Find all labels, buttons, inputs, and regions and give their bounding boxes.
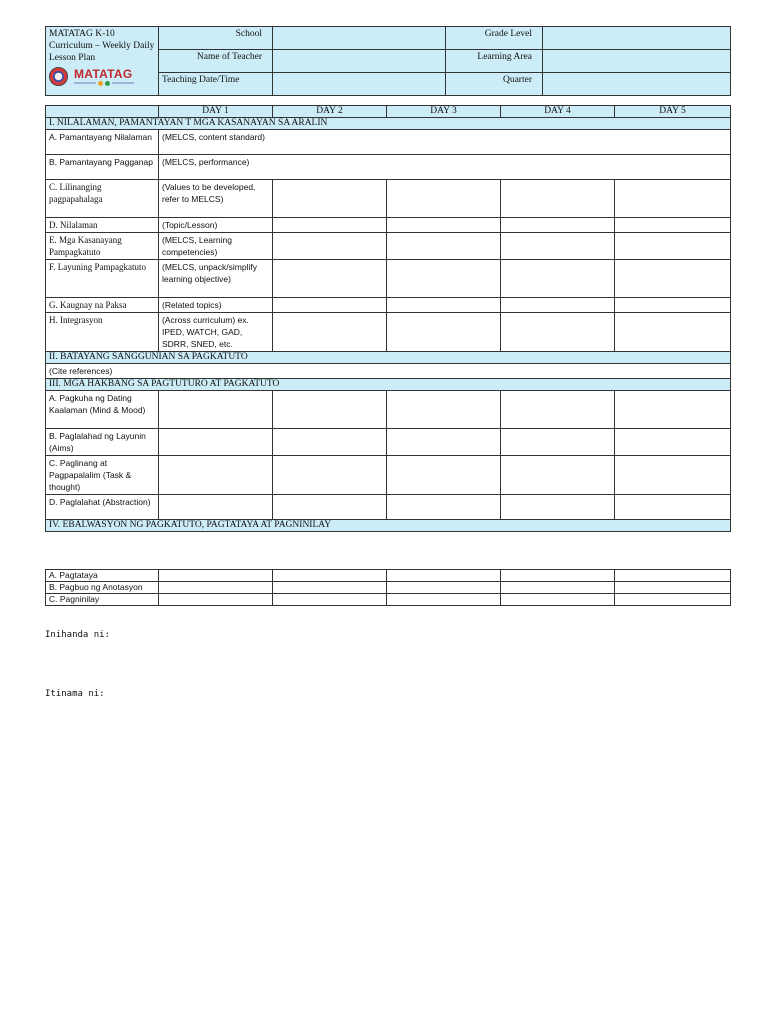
day-cell[interactable] <box>159 456 273 495</box>
learning-area-label: Learning Area <box>446 50 543 73</box>
teacher-field[interactable] <box>273 50 446 73</box>
row-label: C. Lilinanging pagpapahalaga <box>46 180 159 218</box>
row-label: F. Layuning Pampagkatuto <box>46 260 159 298</box>
grade-level-field[interactable] <box>543 27 731 50</box>
grade-level-label: Grade Level <box>446 27 543 50</box>
teaching-date-field[interactable] <box>273 73 446 96</box>
day-cell[interactable] <box>273 594 387 606</box>
day-cell[interactable] <box>615 594 731 606</box>
table-row <box>46 364 731 379</box>
row-label: C. Paglinang at Pagpapalalim (Task & thought) <box>46 456 159 495</box>
day-cell[interactable] <box>501 218 615 233</box>
day-cell[interactable] <box>387 313 501 352</box>
row-label: B. Paglalahad ng Layunin (Aims) <box>46 429 159 456</box>
header-table <box>45 26 731 96</box>
day-cell[interactable] <box>387 456 501 495</box>
table-row <box>46 130 731 155</box>
day-header: DAY 1 <box>159 106 273 118</box>
lesson-plan-table <box>45 105 731 532</box>
day-header: DAY 4 <box>501 106 615 118</box>
day-header: DAY 3 <box>387 106 501 118</box>
day-cell[interactable] <box>615 391 731 429</box>
section-header: IV. EBALWASYON NG PAGKATUTO, PAGTATAYA AT PAGNINILAY <box>46 520 731 532</box>
day-cell[interactable] <box>501 260 615 298</box>
day-cell[interactable] <box>273 429 387 456</box>
row-label: A. Pamantayang Nilalaman <box>46 130 159 155</box>
day-cell[interactable] <box>273 260 387 298</box>
day-header-row <box>46 106 731 118</box>
row-note[interactable]: (MELCS, unpack/simplify learning objective) <box>159 260 273 298</box>
quarter-label: Quarter <box>446 73 543 96</box>
day-cell[interactable] <box>387 180 501 218</box>
plan-title: MATATAG K-10 Curriculum – Weekly Daily Lesson Plan <box>49 29 155 63</box>
day-cell[interactable] <box>387 391 501 429</box>
references-note[interactable]: (Cite references) <box>46 364 731 379</box>
row-label: H. Integrasyon <box>46 313 159 352</box>
row-label: G. Kaugnay na Paksa <box>46 298 159 313</box>
day-cell[interactable] <box>273 313 387 352</box>
day-cell[interactable] <box>387 570 501 582</box>
day-cell[interactable] <box>273 218 387 233</box>
day-cell[interactable] <box>615 456 731 495</box>
school-label: School <box>159 27 273 50</box>
row-label: A. Pagtataya <box>46 570 159 582</box>
row-note[interactable]: (MELCS, performance) <box>159 155 731 180</box>
day-cell[interactable] <box>501 570 615 582</box>
logo-text: MATATAG <box>74 66 133 81</box>
table-row <box>46 570 731 582</box>
row-note[interactable]: (Related topics) <box>159 298 273 313</box>
day-cell[interactable] <box>387 218 501 233</box>
day-cell[interactable] <box>387 582 501 594</box>
day-cell[interactable] <box>387 594 501 606</box>
matatag-logo <box>49 67 155 86</box>
day-cell[interactable] <box>159 429 273 456</box>
day-cell[interactable] <box>159 391 273 429</box>
day-cell[interactable] <box>273 180 387 218</box>
day-cell[interactable] <box>273 582 387 594</box>
day-cell[interactable] <box>615 495 731 520</box>
day-cell[interactable] <box>501 313 615 352</box>
day-cell[interactable] <box>501 594 615 606</box>
table-row <box>46 594 731 606</box>
row-label: E. Mga Kasanayang Pampagkatuto <box>46 233 159 260</box>
day-cell[interactable] <box>501 298 615 313</box>
day-cell[interactable] <box>159 594 273 606</box>
table-row <box>46 582 731 594</box>
prepared-by-label: Inihanda ni: <box>45 630 111 640</box>
table-row <box>46 495 731 520</box>
day-cell[interactable] <box>615 570 731 582</box>
day-cell[interactable] <box>615 218 731 233</box>
table-row <box>46 218 731 233</box>
day-cell[interactable] <box>501 233 615 260</box>
day-cell[interactable] <box>615 180 731 218</box>
teaching-date-label: Teaching Date/Time <box>159 73 273 96</box>
row-label: C. Pagninilay <box>46 594 159 606</box>
row-note[interactable]: (MELCS, content standard) <box>159 130 731 155</box>
row-label: A. Pagkuha ng Dating Kaalaman (Mind & Mood) <box>46 391 159 429</box>
day-cell[interactable] <box>501 391 615 429</box>
day-cell[interactable] <box>387 233 501 260</box>
day-cell[interactable] <box>273 570 387 582</box>
day-cell[interactable] <box>615 233 731 260</box>
day-cell[interactable] <box>615 298 731 313</box>
table-row <box>46 429 731 456</box>
day-cell[interactable] <box>273 456 387 495</box>
evaluation-table <box>45 569 731 606</box>
table-row <box>46 180 731 218</box>
table-row <box>46 155 731 180</box>
table-row <box>46 298 731 313</box>
day-cell[interactable] <box>501 180 615 218</box>
day-cell[interactable] <box>387 429 501 456</box>
day-cell[interactable] <box>615 429 731 456</box>
day-cell[interactable] <box>159 495 273 520</box>
row-note[interactable]: (MELCS, Learning competencies) <box>159 233 273 260</box>
day-cell[interactable] <box>273 233 387 260</box>
day-cell[interactable] <box>501 582 615 594</box>
table-row <box>46 260 731 298</box>
plan-title-cell <box>46 27 159 96</box>
row-note[interactable]: (Across curriculum) ex. IPED, WATCH, GAD, SDRR, SNED, etc. <box>159 313 273 352</box>
section-header: III. MGA HAKBANG SA PAGTUTURO AT PAGKATUTO <box>46 379 731 391</box>
day-cell[interactable] <box>159 570 273 582</box>
table-row <box>46 313 731 352</box>
day-header: DAY 2 <box>273 106 387 118</box>
row-note[interactable]: (Topic/Lesson) <box>159 218 273 233</box>
day-cell[interactable] <box>159 582 273 594</box>
day-header: DAY 5 <box>615 106 731 118</box>
table-row <box>46 456 731 495</box>
day-cell[interactable] <box>501 456 615 495</box>
day-cell[interactable] <box>501 429 615 456</box>
deped-seal-icon <box>49 67 68 86</box>
day-cell[interactable] <box>273 391 387 429</box>
day-cell[interactable] <box>615 260 731 298</box>
day-cell[interactable] <box>387 495 501 520</box>
day-cell[interactable] <box>615 582 731 594</box>
section-header: II. BATAYANG SANGGUNIAN SA PAGKATUTO <box>46 352 731 364</box>
day-cell[interactable] <box>615 313 731 352</box>
row-label: B. Pagbuo ng Anotasyon <box>46 582 159 594</box>
row-label: B. Pamantayang Pagganap <box>46 155 159 180</box>
day-cell[interactable] <box>273 495 387 520</box>
table-row <box>46 391 731 429</box>
day-cell[interactable] <box>387 260 501 298</box>
row-label: D. Paglalahat (Abstraction) <box>46 495 159 520</box>
noted-by-label: Itinama ni: <box>45 689 105 699</box>
day-cell[interactable] <box>501 495 615 520</box>
table-row <box>46 233 731 260</box>
row-label: D. Nilalaman <box>46 218 159 233</box>
school-field[interactable] <box>273 27 446 50</box>
quarter-field[interactable] <box>543 73 731 96</box>
day-cell[interactable] <box>273 298 387 313</box>
learning-area-field[interactable] <box>543 50 731 73</box>
section-header: I. NILALAMAN, PAMANTAYAN T MGA KASANAYAN SA ARALIN <box>46 118 731 130</box>
row-note[interactable]: (Values to be developed, refer to MELCS) <box>159 180 273 218</box>
day-cell[interactable] <box>387 298 501 313</box>
teacher-label: Name of Teacher <box>159 50 273 73</box>
